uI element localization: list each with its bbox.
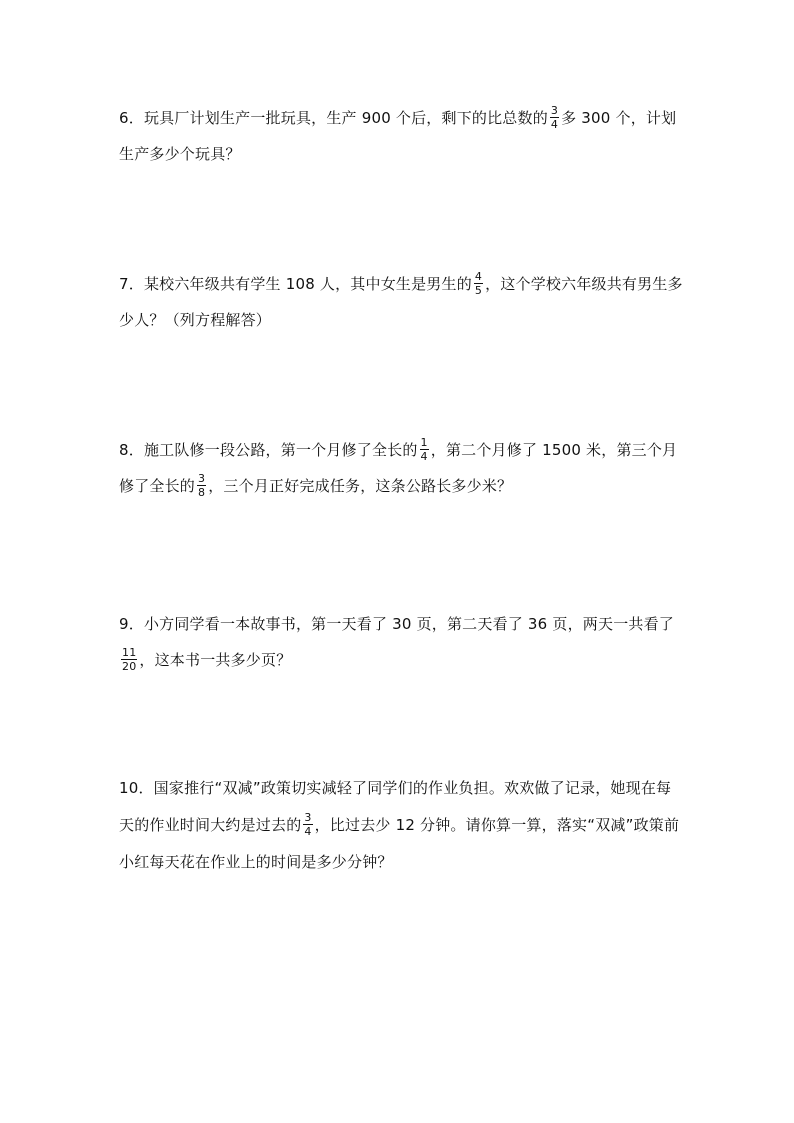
problem-10-text-start: 10．国家推行“双减”政策切实减轻了同学们的作业负担。欢欢做了记录，她现在每天的作业时间大约是过去的 bbox=[119, 779, 672, 834]
problem-10 bbox=[119, 770, 685, 881]
fraction-denominator: 8 bbox=[198, 486, 206, 499]
fraction-denominator: 20 bbox=[122, 660, 137, 673]
problem-10-text-end: ，比过去少 12 分钟。请你算一算，落实“双减”政策前小红每天花在作业上的时间是多少分钟？ bbox=[119, 816, 680, 871]
fraction-denominator: 4 bbox=[420, 450, 428, 463]
problem-8-text-middle: ，第二个月修了 1500 米，第三个月修了全长的 bbox=[119, 441, 678, 495]
fraction-denominator: 5 bbox=[474, 284, 483, 297]
fraction-numerator: 1 bbox=[420, 436, 428, 449]
problem-6-text-end: 多 300 个，计划生产多少个玩具？ bbox=[119, 109, 677, 163]
fraction-numerator: 4 bbox=[474, 270, 483, 283]
fraction-four-fifths bbox=[474, 270, 483, 297]
fraction-three-eighths bbox=[197, 472, 206, 499]
problem-8-text-start: 8．施工队修一段公路，第一个月修了全长的 bbox=[119, 441, 418, 459]
fraction-numerator: 3 bbox=[550, 104, 559, 117]
problem-6 bbox=[119, 100, 685, 172]
fraction-denominator: 4 bbox=[304, 825, 312, 838]
fraction-numerator: 3 bbox=[304, 811, 312, 824]
problem-7 bbox=[119, 266, 685, 338]
problem-7-text-end: ，这个学校六年级共有男生多少人？（列方程解答） bbox=[119, 275, 683, 329]
fraction-eleven-twentieths bbox=[121, 646, 137, 673]
problem-9 bbox=[119, 606, 685, 678]
problem-7-text-start: 7．某校六年级共有学生 108 人，其中女生是男生的 bbox=[119, 275, 472, 293]
fraction-three-quarters bbox=[303, 811, 312, 838]
fraction-numerator: 3 bbox=[198, 472, 206, 485]
problem-8-text-end: ，三个月正好完成任务，这条公路长多少米？ bbox=[208, 477, 513, 495]
problem-8 bbox=[119, 432, 685, 504]
fraction-three-quarters bbox=[550, 104, 559, 131]
problem-6-text-start: 6．玩具厂计划生产一批玩具，生产 900 个后，剩下的比总数的 bbox=[119, 109, 548, 127]
problem-9-text-end: ，这本书一共多少页？ bbox=[139, 651, 292, 669]
fraction-one-quarter bbox=[420, 436, 429, 463]
fraction-denominator: 4 bbox=[550, 118, 559, 131]
fraction-numerator: 11 bbox=[122, 646, 137, 659]
problem-9-text-start: 9．小方同学看一本故事书，第一天看了 30 页，第二天看了 36 页，两天一共看了 bbox=[119, 615, 674, 633]
